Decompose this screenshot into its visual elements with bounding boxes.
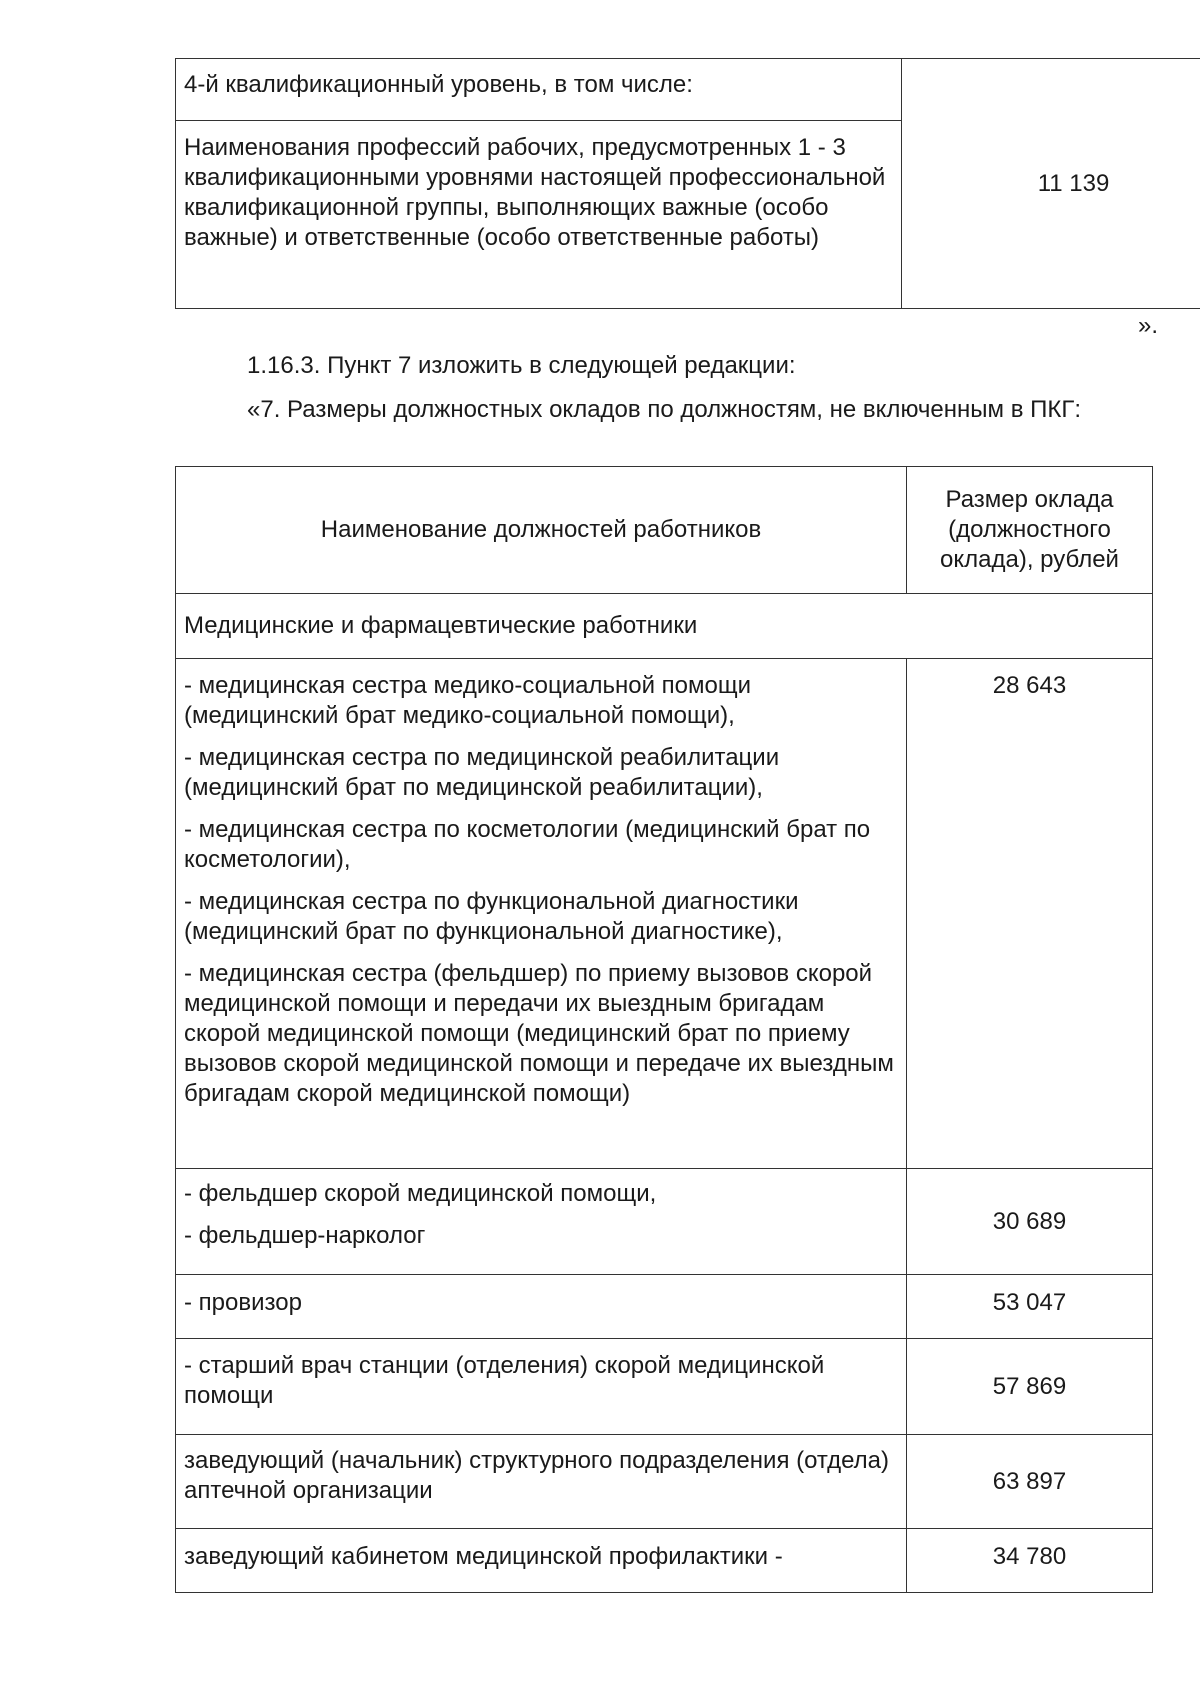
salary-value: 34 780 [907,1529,1153,1593]
qualification-level-header: 4-й квалификационный уровень, в том числе: [176,59,902,121]
qualification-table [175,58,1200,309]
qualification-description: Наименования профессий рабочих, предусмотренных 1 - 3 квалификационными уровнями настоящей профессиональной квалификационной группы, выполняющих важные (особо важные) и ответственные (особо ответственные работы) [176,121,902,309]
position-item: - старший врач станции (отделения) скорой медицинской помощи [184,1352,825,1409]
position-cell [176,1435,907,1529]
position-item: - медицинская сестра по медицинской реабилитации (медицинский брат по медицинской реабилитации), [184,744,780,801]
table-row [176,659,1153,1169]
position-item: заведующий кабинетом медицинской профилактики - [184,1543,783,1570]
position-cell [176,659,907,1169]
position-item: - медицинская сестра медико-социальной помощи (медицинский брат медико-социальной помощи), [184,672,752,729]
qualification-salary-value: 11 139 [902,59,1200,309]
column-header-salary: Размер оклада (должностного оклада), рублей [907,467,1153,594]
paragraph-item-7: «7. Размеры должностных окладов по должностям, не включенным в ПКГ: [247,396,1081,423]
salary-value: 28 643 [907,659,1153,1169]
salary-value: 30 689 [907,1169,1153,1275]
position-item: - медицинская сестра по косметологии (медицинский брат по косметологии), [184,816,871,873]
paragraph-amendment-intro: 1.16.3. Пункт 7 изложить в следующей редакции: [247,352,796,379]
closing-quote-mark: ». [1137,312,1158,339]
section-header-medical: Медицинские и фармацевтические работники [176,594,1153,659]
table-row [176,1435,1153,1529]
position-item: - фельдшер скорой медицинской помощи, [184,1180,657,1207]
salary-value: 53 047 [907,1275,1153,1339]
salary-value: 57 869 [907,1339,1153,1435]
position-cell [176,1275,907,1339]
position-item: - провизор [184,1289,302,1316]
table-row [176,1275,1153,1339]
table-row [176,1339,1153,1435]
position-cell [176,1339,907,1435]
position-cell [176,1169,907,1275]
table-row [176,1529,1153,1593]
position-item: - фельдшер-нарколог [184,1222,426,1249]
salary-value: 63 897 [907,1435,1153,1529]
position-item: заведующий (начальник) структурного подразделения (отдела) аптечной организации [184,1447,890,1504]
salary-table [175,466,1153,1593]
column-header-position: Наименование должностей работников [176,467,907,594]
position-item: - медицинская сестра по функциональной диагностики (медицинский брат по функциональной диагностике), [184,888,799,945]
position-item: - медицинская сестра (фельдшер) по приему вызовов скорой медицинской помощи и передачи их выездным бригадам скорой медицинской помощи (медицинский брат по приему вызовов скорой медицинской помощи и передаче их выездным бригадам скорой медицинской помощи) [184,960,894,1107]
table-row [176,1169,1153,1275]
position-cell [176,1529,907,1593]
